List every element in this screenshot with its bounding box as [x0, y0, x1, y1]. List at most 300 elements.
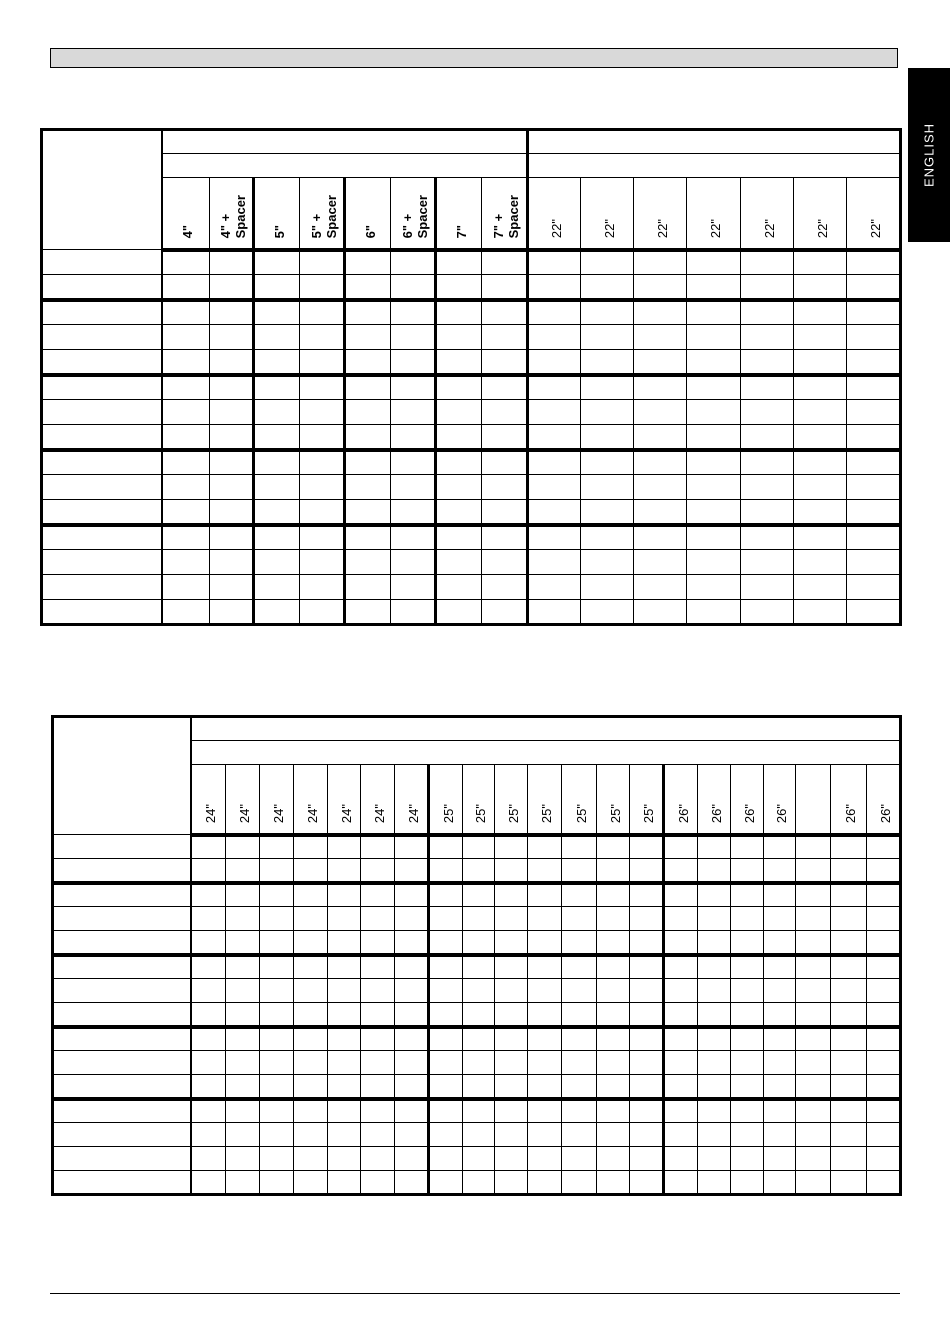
- table-cell: [226, 931, 260, 955]
- table-cell: [391, 300, 436, 325]
- table-row: [53, 907, 901, 931]
- table-cell: [731, 1051, 764, 1075]
- table-cell: [634, 475, 687, 500]
- table-cell: [528, 1171, 562, 1195]
- table-cell: [664, 1147, 698, 1171]
- table-cell: [395, 1027, 429, 1051]
- table-cell: [794, 325, 847, 350]
- row-label-cell: [53, 955, 191, 979]
- table-cell: [361, 1171, 395, 1195]
- table-row: [42, 350, 901, 375]
- table-cell: [687, 250, 741, 275]
- table-cell: [731, 955, 764, 979]
- column-header-label: 26": [774, 804, 789, 824]
- table-cell: [395, 1051, 429, 1075]
- row-label-cell: [42, 275, 162, 300]
- table-cell: [847, 525, 901, 550]
- table-cell: [395, 883, 429, 907]
- column-header: [260, 765, 294, 835]
- table-cell: [495, 1099, 528, 1123]
- table-cell: [482, 400, 528, 425]
- table-cell: [495, 883, 528, 907]
- table-cell: [630, 1027, 664, 1051]
- column-header: [634, 178, 687, 250]
- table-cell: [664, 931, 698, 955]
- table-cell: [796, 1003, 831, 1027]
- column-header: [294, 765, 328, 835]
- column-header: [328, 765, 361, 835]
- table-cell: [300, 500, 345, 525]
- table-cell: [345, 500, 391, 525]
- table-cell: [794, 500, 847, 525]
- table-cell: [581, 300, 634, 325]
- table-cell: [254, 425, 300, 450]
- table-cell: [300, 350, 345, 375]
- table-cell: [794, 600, 847, 625]
- table-cell: [581, 350, 634, 375]
- table-cell: [794, 275, 847, 300]
- table-cell: [463, 1147, 495, 1171]
- table-cell: [698, 1123, 731, 1147]
- table-cell: [528, 450, 581, 475]
- table-cell: [429, 955, 463, 979]
- table-cell: [294, 1171, 328, 1195]
- table-cell: [562, 1027, 597, 1051]
- table-row: [42, 525, 901, 550]
- table-cell: [345, 600, 391, 625]
- table-cell: [429, 907, 463, 931]
- table-cell: [731, 1171, 764, 1195]
- table-cell: [664, 1027, 698, 1051]
- table-cell: [482, 525, 528, 550]
- table-cell: [528, 525, 581, 550]
- table-cell: [482, 550, 528, 575]
- row-label-cell: [53, 979, 191, 1003]
- table-cell: [796, 955, 831, 979]
- table-row: [53, 859, 901, 883]
- table-cell: [741, 575, 794, 600]
- table-cell: [634, 550, 687, 575]
- table-cell: [528, 1123, 562, 1147]
- table-cell: [796, 1123, 831, 1147]
- table-cell: [191, 1051, 226, 1075]
- table-cell: [210, 300, 254, 325]
- table-cell: [328, 1051, 361, 1075]
- table-cell: [528, 400, 581, 425]
- table-cell: [226, 1051, 260, 1075]
- table-row: [42, 375, 901, 400]
- table-cell: [630, 1123, 664, 1147]
- row-label-cell: [53, 1147, 191, 1171]
- group-header-cell: [191, 717, 901, 741]
- table-cell: [463, 1003, 495, 1027]
- table-cell: [429, 1027, 463, 1051]
- table-cell: [687, 550, 741, 575]
- table-cell: [361, 1075, 395, 1099]
- row-label-cell: [42, 575, 162, 600]
- table-cell: [210, 600, 254, 625]
- table-cell: [794, 450, 847, 475]
- table-cell: [741, 375, 794, 400]
- table-cell: [361, 835, 395, 859]
- table-cell: [687, 275, 741, 300]
- table-cell: [664, 1075, 698, 1099]
- table-cell: [687, 350, 741, 375]
- column-header-label: 26": [843, 804, 858, 824]
- table-cell: [328, 1075, 361, 1099]
- table-cell: [731, 883, 764, 907]
- table-cell: [867, 1075, 901, 1099]
- table-cell: [634, 325, 687, 350]
- table-cell: [867, 883, 901, 907]
- table-cell: [210, 550, 254, 575]
- table-cell: [361, 1027, 395, 1051]
- column-header: [562, 765, 597, 835]
- table-cell: [260, 1147, 294, 1171]
- column-header: [687, 178, 741, 250]
- table-cell: [528, 475, 581, 500]
- table-cell: [226, 979, 260, 1003]
- table-row: [53, 883, 901, 907]
- table-cell: [391, 275, 436, 300]
- table-cell: [395, 1147, 429, 1171]
- table-cell: [345, 575, 391, 600]
- column-header: [741, 178, 794, 250]
- table-cell: [630, 1099, 664, 1123]
- table-cell: [162, 525, 210, 550]
- table-cell: [581, 500, 634, 525]
- table-cell: [395, 955, 429, 979]
- table-cell: [463, 1051, 495, 1075]
- table-cell: [562, 931, 597, 955]
- table-cell: [345, 300, 391, 325]
- table-cell: [581, 450, 634, 475]
- table-cell: [300, 450, 345, 475]
- table-cell: [429, 1099, 463, 1123]
- table-row: [53, 955, 901, 979]
- table-row: [42, 325, 901, 350]
- table-cell: [162, 400, 210, 425]
- column-header: [867, 765, 901, 835]
- table-cell: [361, 1003, 395, 1027]
- table-cell: [191, 907, 226, 931]
- table-cell: [698, 979, 731, 1003]
- table-cell: [191, 1123, 226, 1147]
- table-cell: [562, 1123, 597, 1147]
- table-cell: [429, 1003, 463, 1027]
- table-row: [53, 1027, 901, 1051]
- table-cell: [687, 450, 741, 475]
- subgroup-header-cell: [162, 154, 528, 178]
- table-cell: [528, 275, 581, 300]
- table-cell: [687, 400, 741, 425]
- table-cell: [847, 450, 901, 475]
- table-cell: [687, 575, 741, 600]
- table-row: [42, 600, 901, 625]
- table-cell: [562, 1075, 597, 1099]
- table-cell: [831, 1003, 867, 1027]
- table-row: [42, 250, 901, 275]
- table-cell: [581, 550, 634, 575]
- table-cell: [597, 1123, 630, 1147]
- table-cell: [687, 525, 741, 550]
- table-cell: [495, 907, 528, 931]
- table-cell: [463, 859, 495, 883]
- table-cell: [294, 835, 328, 859]
- table-cell: [847, 500, 901, 525]
- table-cell: [867, 907, 901, 931]
- table-cell: [482, 425, 528, 450]
- table-cell: [630, 907, 664, 931]
- table-cell: [528, 425, 581, 450]
- table-cell: [495, 931, 528, 955]
- table-cell: [597, 1099, 630, 1123]
- table-cell: [581, 475, 634, 500]
- table-cell: [162, 500, 210, 525]
- table-cell: [300, 475, 345, 500]
- column-header-label: 7": [453, 225, 469, 239]
- table-cell: [630, 1147, 664, 1171]
- table-cell: [630, 859, 664, 883]
- table-cell: [162, 275, 210, 300]
- table-cell: [328, 883, 361, 907]
- table-cell: [731, 1075, 764, 1099]
- table-cell: [254, 350, 300, 375]
- table-cell: [664, 859, 698, 883]
- table-cell: [731, 1003, 764, 1027]
- table-cell: [597, 1075, 630, 1099]
- table-cell: [698, 1075, 731, 1099]
- table-cell: [345, 375, 391, 400]
- table-cell: [429, 859, 463, 883]
- table-cell: [847, 400, 901, 425]
- table-cell: [597, 955, 630, 979]
- table-cell: [300, 575, 345, 600]
- table-cell: [254, 450, 300, 475]
- table-cell: [294, 1075, 328, 1099]
- column-header-label: 6" + Spacer: [399, 195, 430, 239]
- table-cell: [226, 1075, 260, 1099]
- table-cell: [328, 1027, 361, 1051]
- table-cell: [664, 1051, 698, 1075]
- table-cell: [191, 1027, 226, 1051]
- table-cell: [528, 300, 581, 325]
- table-cell: [698, 1099, 731, 1123]
- table-cell: [634, 425, 687, 450]
- table-cell: [831, 1051, 867, 1075]
- table-cell: [361, 1123, 395, 1147]
- column-header-label: 5": [271, 225, 287, 239]
- table-cell: [162, 600, 210, 625]
- table-cell: [191, 1075, 226, 1099]
- table-cell: [210, 575, 254, 600]
- table-cell: [254, 325, 300, 350]
- table-cell: [294, 1147, 328, 1171]
- row-label-cell: [53, 907, 191, 931]
- table-cell: [528, 1075, 562, 1099]
- table-cell: [294, 931, 328, 955]
- table-cell: [581, 425, 634, 450]
- table-cell: [210, 425, 254, 450]
- column-header-label: 24": [271, 804, 286, 824]
- table-cell: [210, 475, 254, 500]
- table-cell: [847, 325, 901, 350]
- row-label-cell: [42, 400, 162, 425]
- table-cell: [581, 525, 634, 550]
- table-cell: [581, 275, 634, 300]
- row-label-cell: [42, 375, 162, 400]
- table-cell: [429, 1075, 463, 1099]
- table-cell: [831, 835, 867, 859]
- column-header-label: 7" + Spacer: [491, 195, 521, 239]
- column-header: [831, 765, 867, 835]
- table-cell: [796, 1027, 831, 1051]
- row-label-cell: [53, 835, 191, 859]
- table-cell: [294, 1003, 328, 1027]
- table-cell: [581, 575, 634, 600]
- table-cell: [528, 859, 562, 883]
- table-cell: [260, 1051, 294, 1075]
- table-cell: [794, 575, 847, 600]
- table-cell: [436, 425, 482, 450]
- table-cell: [328, 1003, 361, 1027]
- table-cell: [429, 835, 463, 859]
- column-header-label: 25": [640, 804, 656, 824]
- table-cell: [528, 1003, 562, 1027]
- table-cell: [300, 300, 345, 325]
- table-cell: [597, 979, 630, 1003]
- row-label-cell: [42, 450, 162, 475]
- table-cell: [634, 250, 687, 275]
- table-cell: [741, 600, 794, 625]
- column-header-label: 25": [440, 804, 456, 824]
- table-cell: [562, 955, 597, 979]
- table-cell: [226, 1003, 260, 1027]
- table-cell: [294, 859, 328, 883]
- column-header: [528, 178, 581, 250]
- table-cell: [664, 883, 698, 907]
- row-label-cell: [53, 1171, 191, 1195]
- table-cell: [226, 859, 260, 883]
- table-cell: [345, 325, 391, 350]
- table-cell: [391, 400, 436, 425]
- column-header: [254, 178, 300, 250]
- compatibility-table-2: [51, 715, 902, 1196]
- column-header-label: 25": [505, 804, 521, 824]
- column-header-label: 24": [372, 804, 387, 824]
- table-cell: [764, 955, 796, 979]
- table-cell: [664, 979, 698, 1003]
- table-cell: [254, 400, 300, 425]
- table-cell: [831, 1027, 867, 1051]
- table-cell: [162, 375, 210, 400]
- table-cell: [495, 835, 528, 859]
- column-header-label: 24": [305, 804, 320, 824]
- table-cell: [260, 1027, 294, 1051]
- table-cell: [796, 1051, 831, 1075]
- table-cell: [630, 1075, 664, 1099]
- table-cell: [847, 575, 901, 600]
- table-cell: [831, 1147, 867, 1171]
- table-cell: [847, 275, 901, 300]
- table-cell: [395, 1003, 429, 1027]
- table-cell: [210, 525, 254, 550]
- table-cell: [764, 1027, 796, 1051]
- table-corner-cell: [53, 717, 191, 835]
- table-cell: [436, 400, 482, 425]
- table-cell: [664, 1099, 698, 1123]
- table-cell: [482, 475, 528, 500]
- table-cell: [597, 1027, 630, 1051]
- table-cell: [254, 300, 300, 325]
- table-cell: [528, 350, 581, 375]
- language-tab: [908, 68, 950, 242]
- table-cell: [528, 575, 581, 600]
- table-cell: [482, 350, 528, 375]
- table-cell: [630, 1051, 664, 1075]
- row-label-cell: [53, 883, 191, 907]
- table-cell: [395, 1123, 429, 1147]
- table-cell: [731, 907, 764, 931]
- table-cell: [391, 475, 436, 500]
- group-header-cell: [162, 130, 528, 154]
- table-cell: [328, 1099, 361, 1123]
- table-cell: [664, 1171, 698, 1195]
- table-cell: [630, 955, 664, 979]
- column-header-label: 24": [338, 804, 354, 824]
- table-cell: [581, 250, 634, 275]
- table-cell: [528, 375, 581, 400]
- table-cell: [345, 475, 391, 500]
- table-cell: [528, 931, 562, 955]
- table-cell: [495, 859, 528, 883]
- table-cell: [831, 1099, 867, 1123]
- table-cell: [395, 931, 429, 955]
- table-cell: [463, 931, 495, 955]
- column-header: [463, 765, 495, 835]
- table-cell: [191, 859, 226, 883]
- column-header-label: 22": [654, 219, 670, 239]
- table-cell: [794, 350, 847, 375]
- table-cell: [391, 375, 436, 400]
- table-row: [53, 979, 901, 1003]
- table-cell: [528, 250, 581, 275]
- table-cell: [345, 400, 391, 425]
- row-label-cell: [42, 350, 162, 375]
- table-cell: [294, 1051, 328, 1075]
- table-cell: [794, 550, 847, 575]
- table-cell: [395, 859, 429, 883]
- table-cell: [436, 275, 482, 300]
- table-cell: [634, 350, 687, 375]
- table-cell: [345, 250, 391, 275]
- table-cell: [395, 1099, 429, 1123]
- table-cell: [867, 1003, 901, 1027]
- table-cell: [191, 955, 226, 979]
- table-cell: [300, 525, 345, 550]
- table-cell: [226, 1099, 260, 1123]
- table-cell: [698, 907, 731, 931]
- table-cell: [361, 955, 395, 979]
- table-cell: [429, 931, 463, 955]
- table-cell: [328, 955, 361, 979]
- table-cell: [731, 931, 764, 955]
- table-cell: [361, 931, 395, 955]
- table-cell: [597, 859, 630, 883]
- column-header: [794, 178, 847, 250]
- table-cell: [528, 325, 581, 350]
- table-cell: [391, 325, 436, 350]
